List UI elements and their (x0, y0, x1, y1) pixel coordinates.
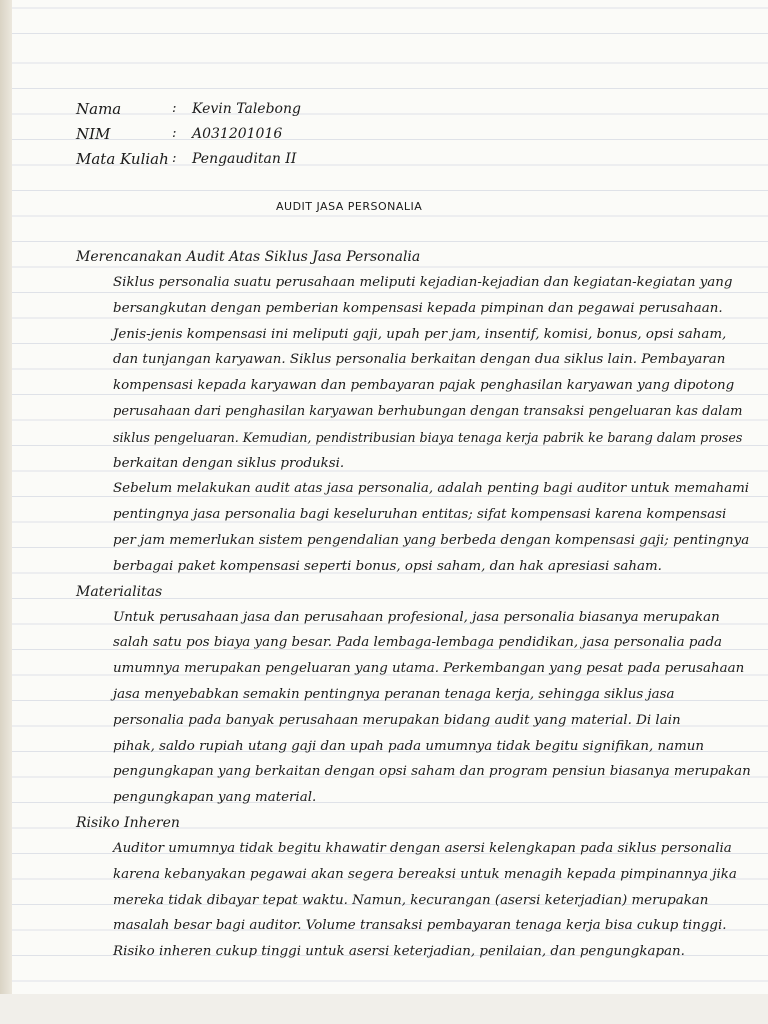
text-line: masalah besar bagi auditor. Volume transaksi pembayaran tenaga kerja bisa cukup tinggi. (113, 918, 727, 934)
text-line: umumnya merupakan pengeluaran yang utama. Perkembangan yang pesat pada perusahaan (113, 661, 745, 677)
document-title: AUDIT JASA PERSONALIA (276, 200, 423, 213)
text-line: perusahaan dari penghasilan karyawan berhubungan dengan transaksi pengeluaran kas dalam (113, 403, 743, 419)
section-materiality (76, 580, 756, 811)
text-line: bersangkutan dengan pemberian kompensasi kepada pimpinan dan pegawai perusahaan. (113, 300, 723, 316)
text-line: Sebelum melakukan audit atas jasa personalia, adalah penting bagi auditor untuk memahami (113, 481, 750, 497)
nim-row (76, 121, 301, 146)
text-line: pengungkapan yang material. (113, 790, 317, 806)
paragraph (76, 836, 756, 965)
course-row (76, 146, 301, 171)
course-value: Pengauditan II (192, 150, 297, 167)
text-line: berkaitan dengan siklus produksi. (113, 455, 345, 471)
student-identity (76, 96, 301, 171)
nim-value: A031201016 (192, 125, 283, 142)
text-line: Risiko inheren cukup tinggi untuk asersi keterjadian, penilaian, dan pengungkapan. (113, 944, 685, 960)
section-heading: Risiko Inheren (76, 814, 180, 831)
text-line: Jenis-jenis kompensasi ini meliputi gaji, upah per jam, insentif, komisi, bonus, opsi saham, (113, 326, 727, 342)
course-separator: : (172, 151, 177, 166)
text-line: pihak, saldo rupiah utang gaji dan upah pada umumnya tidak begitu signifikan, namun (113, 738, 705, 754)
nim-label: NIM (76, 124, 111, 143)
text-line: berbagai paket kompensasi seperti bonus, opsi saham, dan hak apresiasi saham. (113, 558, 662, 574)
document-body (76, 245, 756, 965)
name-separator: : (172, 101, 177, 116)
section-planning (76, 245, 756, 580)
text-line: Auditor umumnya tidak begitu khawatir dengan asersi kelengkapan pada siklus personalia (113, 840, 732, 856)
text-line: personalia pada banyak perusahaan merupakan bidang audit yang material. Di lain (113, 712, 681, 728)
text-line: pentingnya jasa personalia bagi keseluruhan entitas; sifat kompensasi karena kompensasi (113, 507, 727, 523)
text-line: Siklus personalia suatu perusahaan meliputi kejadian-kejadian dan kegiatan-kegiatan yang (113, 275, 733, 290)
paragraph (76, 605, 756, 811)
name-row (76, 96, 301, 121)
name-label: Nama (76, 99, 122, 118)
text-line: salah satu pos biaya yang besar. Pada lembaga-lembaga pendidikan, jasa personalia pada (113, 635, 722, 651)
paragraph (76, 270, 756, 580)
text-line: siklus pengeluaran. Kemudian, pendistribusian biaya tenaga kerja pabrik ke barang dalam proses (113, 429, 743, 445)
text-line: Untuk perusahaan jasa dan perusahaan profesional, jasa personalia biasanya merupakan (113, 609, 720, 625)
section-heading: Materialitas (76, 583, 163, 600)
section-inherent-risk (76, 811, 756, 965)
nim-separator: : (172, 126, 177, 141)
text-line: per jam memerlukan sistem pengendalian yang berbeda dengan kompensasi gaji; pentingnya (113, 532, 750, 548)
course-label: Mata Kuliah (76, 149, 169, 168)
name-value: Kevin Talebong (192, 100, 301, 117)
text-line: kompensasi kepada karyawan dan pembayaran pajak penghasilan karyawan yang dipotong (113, 378, 735, 394)
text-line: karena kebanyakan pegawai akan segera bereaksi untuk menagih kepada pimpinannya jika (113, 866, 737, 882)
section-heading: Merencanakan Audit Atas Siklus Jasa Personalia (76, 249, 421, 265)
text-line: pengungkapan yang berkaitan dengan opsi saham dan program pensiun biasanya merupakan (113, 764, 751, 780)
text-line: mereka tidak dibayar tepat waktu. Namun, kecurangan (asersi keterjadian) merupakan (113, 892, 709, 908)
text-line: dan tunjangan karyawan. Siklus personalia berkaitan dengan dua siklus lain. Pembayaran (113, 352, 726, 368)
text-line: jasa menyebabkan semakin pentingnya peranan tenaga kerja, sehingga siklus jasa (113, 686, 675, 702)
